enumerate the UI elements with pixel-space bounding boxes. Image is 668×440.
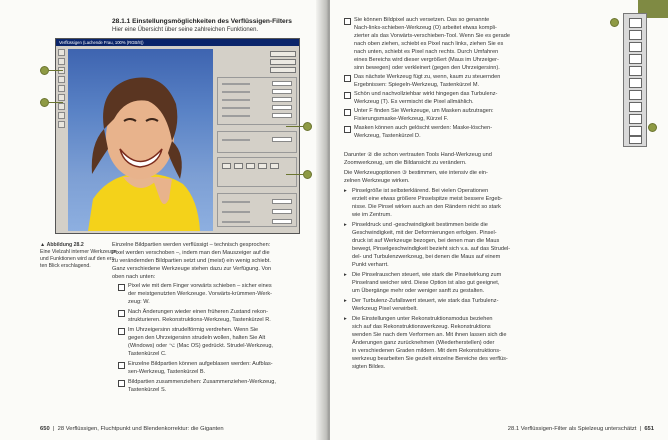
- right-chapter-number: 28.1: [507, 426, 520, 432]
- twirl-bullet-icon: [118, 328, 125, 335]
- left-footer: 650 | 28 Verflüssigen, Fluchtpunkt und Blendenkorrektur: die Giganten: [40, 426, 224, 432]
- option-5-line-6: werkzeug bearbeiten Sie gezielt einzelne Bereiche des verflüs-: [352, 356, 508, 362]
- strip-callout-2: [648, 123, 657, 132]
- callout-2-line: [49, 102, 63, 103]
- tool-line-3: zierter als das Vorwärts-verschieben-Tool. Wenn Sie es gerade: [354, 33, 510, 39]
- option-2-bullet: ▸: [344, 222, 347, 228]
- body-line-2: Pixel werden verschoben –, indem man den Mauszeiger auf die: [112, 250, 270, 256]
- brush-rate-row[interactable]: [218, 105, 296, 111]
- mask-options-group: [217, 157, 297, 187]
- mode-select-row[interactable]: [218, 137, 296, 143]
- body-line-1: Einzelne Bildpartien werden verflüssigt – technisch gesprochen:: [112, 242, 271, 248]
- option-5-line-4: Änderungen ganz zurücknehmen (Wiederherstellen) oder: [352, 340, 495, 346]
- option-2-line-2: Geschwindigkeit, mit der Deformierungen erfolgen. Pinsel-: [352, 230, 497, 236]
- strip-pucker-icon: [629, 54, 642, 64]
- hand-tool-icon: [58, 121, 65, 128]
- strip-push-left-icon: [629, 78, 642, 88]
- tool-line-5: nach unten, schiebt es Pixel nach rechts. Durch Umfahren: [354, 49, 499, 55]
- pucker-tool-icon: [58, 76, 65, 83]
- option-2-line-5: del- und Turbulenzwerkzeug, bei denen die Maus auf einem: [352, 254, 501, 260]
- mask-option-4[interactable]: [258, 163, 267, 169]
- bullet-1-line-1: Pixel wie mit dem Finger vorwärts schieben – sicher eines: [128, 283, 272, 289]
- para-line-3: Die Werkzeugoptionen ③ bestimmen, wie intensiv die ein-: [344, 170, 488, 176]
- push-left-tool-icon: [58, 94, 65, 101]
- strip-freeze-mask-icon: [629, 114, 642, 124]
- forward-warp-bullet-icon: [118, 284, 125, 291]
- reconstruct-tool-icon: [58, 58, 65, 65]
- option-1-line-1: Pinselgröße ist selbsterklärend. Bei vielen Operationen: [352, 188, 489, 194]
- load-mesh-button[interactable]: [270, 67, 296, 73]
- strip-twirl-icon: [629, 42, 642, 52]
- forward-warp-tool-icon: [58, 49, 65, 56]
- turbulence-tool-icon: [58, 112, 65, 119]
- callout-4: [303, 170, 312, 179]
- strip-zoom-icon: [629, 136, 642, 144]
- turbulent-jitter-row[interactable]: [218, 113, 296, 119]
- para-line-4: zelnen Werkzeuge wirken.: [344, 178, 410, 184]
- mirror-bullet-icon: [344, 75, 351, 82]
- body-line-4: Ganz verschiedene Werkzeuge stehen dazu zur Verfügung. Von: [112, 266, 272, 272]
- option-4-line-2: Werkzeug Pixel verwirbelt.: [352, 306, 418, 312]
- option-3-line-2: Pinselrand weicher wird. Diese Option ist also gut geeignet,: [352, 280, 500, 286]
- cancel-button[interactable]: [270, 59, 296, 65]
- right-page: [330, 0, 668, 440]
- tool-line-4: nach oben ziehen, schiebt es Pixel nach links, ziehen Sie es: [354, 41, 504, 47]
- tool-line-15: Werkzeug, Tastenkürzel D.: [354, 133, 421, 139]
- bullet-1-line-2: der meistgenutzten Werkzeuge. Vorwärts-krümmen-Werk-: [128, 291, 273, 297]
- tool-options-panel: [216, 49, 298, 231]
- section-intro: Hier eine Übersicht über seine zahlreichen Funktionen.: [112, 27, 259, 33]
- option-4-line-1: Der Turbulenz-Zufallswert steuert, wie stark das Turbulenz-: [352, 298, 499, 304]
- left-chapter-title: Verflüssigen, Fluchtpunkt und Blendenkorrektur: die Giganten: [65, 426, 224, 432]
- figure-caption-line-3: ten Blick erschlagend.: [40, 263, 91, 269]
- tool-line-6: eines Bereichs wird dieser vergrößert (Maus im Uhrzeiger-: [354, 57, 499, 63]
- option-2-line-4: bewegt, Pinselgeschwindigkeit bezieht sich v.a. auf das Strudel-: [352, 246, 511, 252]
- option-4-bullet: ▸: [344, 298, 347, 304]
- mirror-tool-icon: [58, 103, 65, 110]
- bullet-2-line-1: Nach Änderungen wieder einen früheren Zustand rekon-: [128, 309, 268, 315]
- body-line-5: oben nach unten:: [112, 274, 156, 280]
- strip-bloat-icon: [629, 66, 642, 76]
- left-page: [0, 0, 325, 440]
- bullet-3-line-1: Im Uhrzeigersinn strudelförmig verdrehen. Wenn Sie: [128, 327, 259, 333]
- body-line-3: zu verändernden Bildpartien setzt und (meist) ein wenig schiebt.: [112, 258, 271, 264]
- bloat-bullet-icon: [118, 362, 125, 369]
- option-1-line-3: nisse. Die Pinsel wirken auch an den Rändern nicht so stark: [352, 204, 501, 210]
- thaw-mask-bullet-icon: [344, 126, 351, 133]
- show-mesh-row[interactable]: [218, 209, 296, 215]
- para-line-1: Darunter ② die schon vertrauten Tools Hand-Werkzeug und: [344, 152, 492, 158]
- bloat-tool-icon: [58, 85, 65, 92]
- option-1-line-2: erzielt eine etwas größere Pinselspitze meist bessere Ergeb-: [352, 196, 503, 202]
- figure-caption-line-1: Eine Vielzahl interner Werkzeuge: [40, 249, 117, 255]
- bullet-4-line-1: Einzelne Bildpartien können aufgeblasen werden: Aufblas-: [128, 361, 273, 367]
- push-left-bullet-icon: [344, 18, 351, 25]
- pucker-bullet-icon: [118, 380, 125, 387]
- strip-turbulence-icon: [629, 102, 642, 112]
- option-5-line-1: Die Einstellungen unter Rekonstruktionsmodus beziehen: [352, 316, 493, 322]
- brush-density-row[interactable]: [218, 89, 296, 95]
- callout-3: [303, 122, 312, 131]
- liquify-tool-strip-image: [623, 13, 647, 147]
- bullet-5-line-2: Tastenkürzel S.: [128, 387, 167, 393]
- section-heading: 28.1.1 Einstellungsmöglichkeiten des Verflüssigen-Filters: [112, 18, 292, 25]
- tool-line-7: sinn bewegen) oder verkleinert (gegen den Uhrzeigersinn).: [354, 65, 500, 71]
- mask-option-5[interactable]: [270, 163, 279, 169]
- callout-1: [40, 66, 49, 75]
- mask-option-2[interactable]: [234, 163, 243, 169]
- option-3-line-3: um Übergänge mehr oder weniger sanft zu gestalten.: [352, 288, 485, 294]
- brush-pressure-row[interactable]: [218, 97, 296, 103]
- turbulence-bullet-icon: [344, 92, 351, 99]
- callout-4-line: [286, 174, 303, 175]
- right-chapter-title: Verflüssigen-Filter als Spielzeug unterschätzt: [520, 426, 637, 432]
- option-1-line-4: wie im Zentrum.: [352, 212, 392, 218]
- liquify-toolbar: [58, 49, 66, 139]
- strip-hand-icon: [629, 126, 642, 136]
- tool-line-11: Werkzeug (T). Es vermischt die Pixel allmählich.: [354, 99, 474, 105]
- tool-line-1: Sie können Bildpixel auch versetzen. Das so genannte: [354, 17, 490, 23]
- option-2-line-6: Punkt verharrt.: [352, 262, 389, 268]
- para-line-2: Zoomwerkzeug, um die Bildansicht zu verändern.: [344, 160, 467, 166]
- option-5-line-5: in verschiedenen Graden mildern. Mit dem Rekonstruktions-: [352, 348, 501, 354]
- bullet-1-line-3: zeug: W.: [128, 299, 150, 305]
- option-5-bullet: ▸: [344, 316, 347, 322]
- option-5-line-3: wenden Sie nach dem Verformen an. Mit ihnen lassen sich die: [352, 332, 507, 338]
- tool-line-14: Masken können auch gelöscht werden: Maske-löschen-: [354, 125, 493, 131]
- bullet-3-line-4: Tastenkürzel C.: [128, 351, 167, 357]
- bullet-5-line-1: Bildpartien zusammenziehen: Zusammenziehen-Werkzeug,: [128, 379, 276, 385]
- ok-button[interactable]: [270, 51, 296, 57]
- strip-mirror-icon: [629, 90, 642, 100]
- option-2-line-3: druck ist auf Werkzeuge bezogen, bei denen man die Maus: [352, 238, 500, 244]
- bullet-3-line-2: gegen den Uhrzeigersinn strudeln wollen, halten Sie Alt: [128, 335, 266, 341]
- show-image-row[interactable]: [218, 199, 296, 205]
- right-footer: 28.1 Verflüssigen-Filter als Spielzeug unterschätzt | 651: [507, 426, 654, 432]
- bullet-2-line-2: strukturieren. Rekonstruktions-Werkzeug, Tastenkürzel R.: [128, 317, 271, 323]
- option-5-line-7: sigten Bildes.: [352, 364, 386, 370]
- mask-option-3[interactable]: [246, 163, 255, 169]
- option-3-bullet: ▸: [344, 272, 347, 278]
- left-page-number: 650: [40, 426, 50, 432]
- tool-line-12: Unter F finden Sie Werkzeuge, um Masken aufzutragen:: [354, 108, 494, 114]
- callout-2: [40, 98, 49, 107]
- tool-line-2: Nach-links-schieben-Werkzeug (O) arbeitet etwas kompli-: [354, 25, 497, 31]
- right-page-number: 651: [644, 426, 654, 432]
- bullet-3-line-3: (Windows) oder ⌥ (Mac OS) gedrückt. Strudel-Werkzeug,: [128, 343, 273, 349]
- tool-line-8: Das nächste Werkzeug fügt zu, wenn, kaum zu steuernden: [354, 74, 501, 80]
- strip-forward-warp-icon: [629, 18, 642, 28]
- tool-line-9: Ergebnissen: Spiegeln-Werkzeug, Tastenkürzel M.: [354, 82, 480, 88]
- liquify-window-screenshot: [55, 38, 300, 234]
- callout-1-line: [49, 70, 63, 71]
- show-backdrop-row[interactable]: [218, 219, 296, 225]
- tool-line-10: Schön und nachvollziehbar wirkt hingegen das Turbulenz-: [354, 91, 498, 97]
- callout-3-line: [286, 126, 303, 127]
- figure-caption-title: ▲ Abbildung 28.2: [40, 242, 84, 248]
- freeze-mask-bullet-icon: [344, 109, 351, 116]
- reconstruct-bullet-icon: [118, 310, 125, 317]
- option-2-line-1: Pinseldruck und -geschwindigkeit bestimmen beide die: [352, 222, 488, 228]
- mask-option-1[interactable]: [222, 163, 231, 169]
- tool-line-13: Fixierungsmaske-Werkzeug, Kürzel F.: [354, 116, 449, 122]
- strip-reconstruct-icon: [629, 30, 642, 40]
- option-1-bullet: ▸: [344, 188, 347, 194]
- strip-callout-1: [610, 18, 619, 27]
- brush-size-row[interactable]: [218, 81, 296, 87]
- left-chapter-number: 28: [57, 426, 65, 432]
- option-5-line-2: sich auf das Rekonstruktionswerkzeug. Rekonstruktions: [352, 324, 491, 330]
- laughing-woman-photo: [68, 49, 213, 231]
- window-title: Verflüssigen (Lachende Frau, 100% (RGB/8)): [56, 39, 299, 46]
- bullet-4-line-2: sen-Werkzeug, Tastenkürzel B.: [128, 369, 206, 375]
- option-3-line-1: Die Pinselrauschen steuert, wie stark die Pinselwirkung zum: [352, 272, 502, 278]
- figure-caption-line-2: und Funktionen wird auf den ers-: [40, 256, 116, 262]
